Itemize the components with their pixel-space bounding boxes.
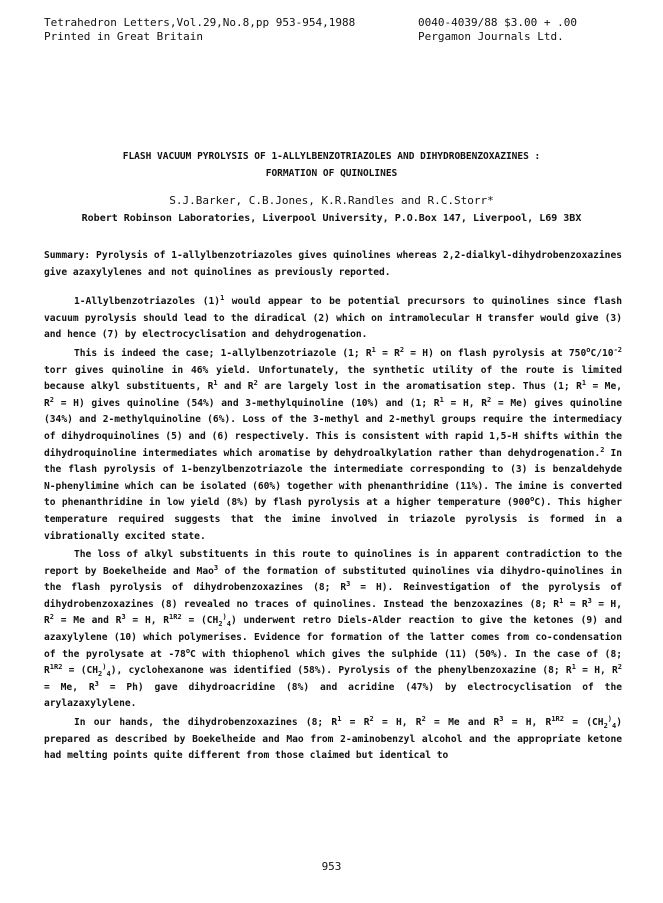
superscript: 2 [617, 663, 623, 672]
subscript: 2 [98, 670, 103, 679]
superscript: 1 [213, 378, 218, 387]
superscript: R [54, 663, 59, 672]
superscript: 2 [399, 345, 405, 354]
superscript: 3 [121, 613, 126, 622]
superscript: o [530, 495, 535, 504]
subscript: 2 [218, 620, 223, 629]
subscript: 2 [603, 721, 608, 730]
title-line-2: FORMATION OF QUINOLINES [265, 168, 398, 179]
superscript: 3 [587, 596, 592, 605]
superscript: R [173, 613, 178, 622]
paragraph-2: This is indeed the case; 1-allylbenzotriazole (1; $R^1 = R^2 = H$) on flash pyrolysis at $750^oC/10^{-2}$ torr gives quinoline in 46% yield. Unfortunately, the synthetic utility of the route is limited because alkyl substituents, $R^1$ and $R^2$ are largely lost in the aromatisation step. Thus (1; $R^1 = Me$, $R^2 = H$) gives quinoline (54%) and 3-methylquinoline (10%) and (1; $R^1 = H$, $R^2 = Me$) gives quinoline (34%) and 2-methylquinoline (6%). Loss of the 3-methyl and 2-methyl groups require the intermediacy of dihydroquinolines (5) and (6) respectively. This is consistent with rapid 1,5-H shifts within the dihydroquinoline intermediates which aromatise by dehydroalkylation rather than dehydrogenation.$^2$ In the flash pyrolysis of 1-benzylbenzotriazole the intermediate corresponding to (3) is benzaldehyde N-phenylimine which can be isolated (60%) together with phenanthridine (11%). The imine is converted to phenanthridine in low yield (8%) by flash pyrolysis at a higher temperature (900$^o$C). This higher temperature required suggests that the imine involved in triazole pyrolysis is formed in a vibrationally excited state. [44, 345, 622, 542]
superscript: 2 [559, 714, 564, 723]
superscript: ) [102, 663, 107, 672]
superscript: 3 [346, 580, 351, 589]
superscript: 2 [253, 378, 258, 387]
price-code: 0040-4039/88 $3.00 + .00 [418, 16, 577, 29]
superscript: o [185, 646, 191, 655]
subscript: 4 [226, 620, 231, 629]
affiliation: Robert Robinson Laboratories, Liverpool University, P.O.Box 147, Liverpool, L69 3BX [81, 213, 582, 224]
superscript: 1 [337, 714, 342, 723]
printed-in: Printed in Great Britain [44, 30, 203, 43]
subscript: 4 [612, 721, 617, 730]
superscript: 1 [49, 663, 54, 672]
publisher: Pergamon Journals Ltd. [418, 30, 564, 43]
superscript: -2 [613, 345, 622, 354]
journal-header-right [418, 16, 577, 44]
article-title [60, 148, 603, 182]
superscript: 1 [571, 663, 576, 672]
paragraph-3: The loss of alkyl substituents in this route to quinolines is in apparent contradiction to the report by Boekelheide and Mao$^3$ of the formation of substituted quinolines via dihydro-quinolines in the flash pyrolysis of dihydrobenzoxazines (8; $R^3 = H$). Reinvestigation of the pyrolysis of dihydrobenzoxazines (8) revealed no traces of quinolines. Instead the benzoxazines (8; $R^1 = R^3 = H$, $R^2 = Me$ and $R^3 = H$, $R^{1R2} = (CH_2^)_4)$ underwent retro Diels-Alder reaction to give the ketones (9) and azaxylylene (10) which polymerises. Evidence for formation of the latter comes from co-condensation of the pyrolysate at -78$^o$C with thiophenol which gives the sulphide (11) (50%). In the case of (8; $R^{1R2} = (CH_2^)_4)$, cyclohexanone was identified (58%). Pyrolysis of the phenylbenzoxazine (8; $R^1 = H$, $R^2 = Me$, $R^3 = Ph$) gave dihydroacridine (8%) and acridine (47%) by electrocyclisation of the arylazaxylylene. [44, 549, 623, 710]
superscript: 1 [439, 395, 444, 404]
title-line-1: FLASH VACUUM PYROLYSIS OF 1-ALLYLBENZOTRIAZOLES AND DIHYDROBENZOXAZINES : [122, 151, 541, 162]
superscript: 3 [94, 679, 99, 688]
superscript: 2 [177, 613, 182, 622]
superscript: R [555, 714, 560, 723]
superscript: 3 [213, 563, 219, 572]
author-block [60, 192, 603, 228]
superscript: ) [607, 714, 613, 723]
summary-paragraph: Summary: Pyrolysis of 1-allylbenzotriazoles gives quinolines whereas 2,2-dialkyl-dihydrobenzoxazines give azaxylylenes and not quinolines as previously reported. [44, 250, 622, 278]
superscript: 1 [220, 294, 225, 302]
subscript: 4 [106, 670, 111, 679]
journal-header-left [44, 16, 355, 44]
superscript: 2 [58, 663, 63, 672]
superscript: 2 [487, 395, 492, 404]
article-body [44, 248, 622, 765]
superscript: 1 [371, 345, 376, 354]
superscript: 1 [551, 714, 556, 723]
superscript: o [586, 345, 591, 354]
superscript: 3 [499, 714, 504, 723]
superscript: 1 [169, 613, 174, 622]
superscript: ) [222, 613, 227, 622]
superscript: 1 [581, 378, 587, 387]
page-number: 953 [321, 860, 342, 873]
superscript: 1 [559, 596, 564, 605]
superscript: 2 [49, 613, 54, 622]
paragraph-1: 1-Allylbenzotriazoles $(1)^1$ would appear to be potential precursors to quinolines since flash vacuum pyrolysis should lead to the diradical (2) which on intramolecular H transfer would give (3) and hence (7) by electrocyclisation and dehydrogenation. [44, 294, 622, 341]
superscript: 2 [421, 714, 426, 723]
journal-citation: Tetrahedron Letters,Vol.29,No.8,pp 953-954,1988 [44, 16, 356, 29]
superscript: 2 [369, 714, 374, 723]
superscript: 2 [49, 395, 54, 404]
superscript: 2 [600, 445, 605, 454]
author-list: S.J.Barker, C.B.Jones, K.R.Randles and R.C.Storr* [169, 194, 494, 207]
paragraph-4: In our hands, the dihydrobenzoxazines (8; $R^1 = R^2 = H$, $R^2 = Me$ and $R^3 = H$, $R^{1R2} = (CH_2^)_4)$ prepared as described by Boekelheide and Mao from 2-aminobenzyl alcohol and the appropriate ketone had melting points quite different from those claimed but identical to [44, 714, 623, 762]
